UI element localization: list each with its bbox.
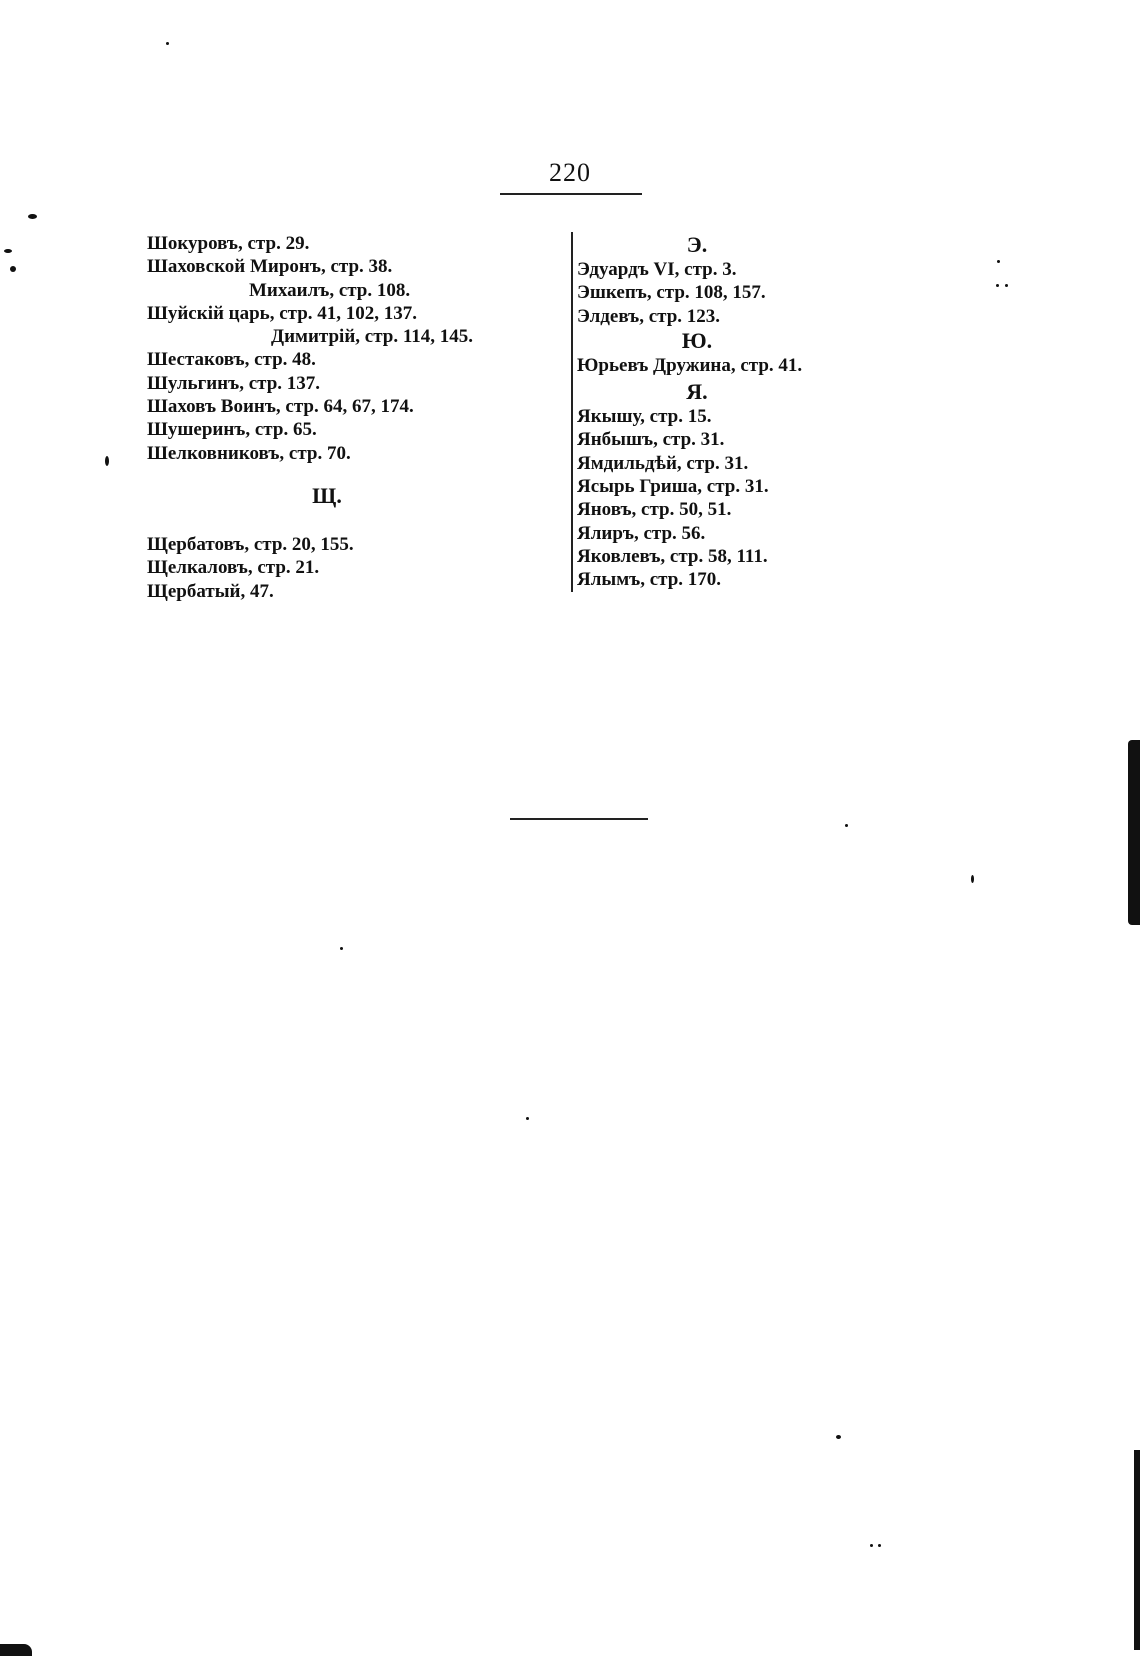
scan-speck (1005, 284, 1008, 287)
index-entry: Юрьевъ Дружина, стр. 41. (577, 354, 803, 376)
index-entry: Шушеринъ, стр. 65. (147, 419, 317, 441)
scan-speck (166, 42, 169, 45)
index-entry: Шокуровъ, стр. 29. (147, 233, 310, 254)
scan-edge-right (1134, 1450, 1140, 1650)
scan-speck (870, 1544, 873, 1547)
scan-edge-bottom-left (0, 1644, 32, 1656)
scan-edge-right (1128, 740, 1140, 925)
index-entry: Шуйскій царь, стр. 41, 102, 137. (147, 302, 418, 324)
index-entry: Михаилъ, стр. 108. (249, 279, 411, 301)
index-entry: Эдуардъ VI, стр. 3. (577, 259, 737, 280)
index-entry: Щербатовъ, стр. 20, 155. (147, 533, 354, 555)
scan-speck (971, 875, 974, 883)
index-column-right (571, 232, 817, 592)
scan-speck (845, 824, 848, 827)
scan-speck (836, 1435, 841, 1439)
index-entry: Шестаковъ, стр. 48. (147, 349, 316, 371)
section-heading-shch: Щ. (312, 482, 342, 508)
index-entry: Яновъ, стр. 50, 51. (577, 499, 732, 521)
scan-speck (340, 947, 343, 950)
scan-speck (10, 266, 16, 272)
scan-speck (526, 1117, 529, 1120)
index-entry: Щелкаловъ, стр. 21. (147, 557, 320, 579)
scan-speck (997, 260, 1000, 263)
end-rule (510, 818, 648, 820)
index-entry: Ямдильдѣй, стр. 31. (577, 452, 749, 474)
scan-speck (878, 1544, 881, 1547)
index-entry: Шаховской Миронъ, стр. 38. (147, 256, 393, 278)
index-entry: Шаховъ Воинъ, стр. 64, 67, 174. (147, 396, 414, 418)
index-entry: Ясырь Гриша, стр. 31. (577, 476, 769, 498)
scan-speck (28, 214, 37, 219)
index-entry: Эшкепъ, стр. 108, 157. (577, 282, 766, 304)
index-entry: Яковлевъ, стр. 58, 111. (577, 545, 768, 567)
scan-speck (996, 284, 999, 287)
section-heading-e: Э. (686, 232, 708, 257)
section-heading-yu: Ю. (681, 327, 713, 353)
index-entry: Ялымъ, стр. 170. (577, 569, 722, 591)
section-heading-ya: Я. (686, 379, 708, 405)
header-rule (500, 193, 642, 195)
index-entry: Ялиръ, стр. 56. (577, 522, 706, 544)
scan-speck (105, 456, 109, 466)
index-entry: Димитрій, стр. 114, 145. (271, 326, 474, 348)
page-number: 220 (549, 158, 591, 187)
scan-speck (4, 249, 12, 253)
index-entry: Шульгинъ, стр. 137. (147, 372, 321, 394)
index-entry: Шелковниковъ, стр. 70. (147, 442, 351, 464)
index-column-left (147, 232, 507, 603)
index-entry: Щербатый, 47. (147, 580, 274, 602)
index-entry: Якышу, стр. 15. (577, 406, 712, 428)
index-entry: Элдевъ, стр. 123. (577, 305, 721, 327)
index-entry: Янбышъ, стр. 31. (577, 429, 725, 451)
